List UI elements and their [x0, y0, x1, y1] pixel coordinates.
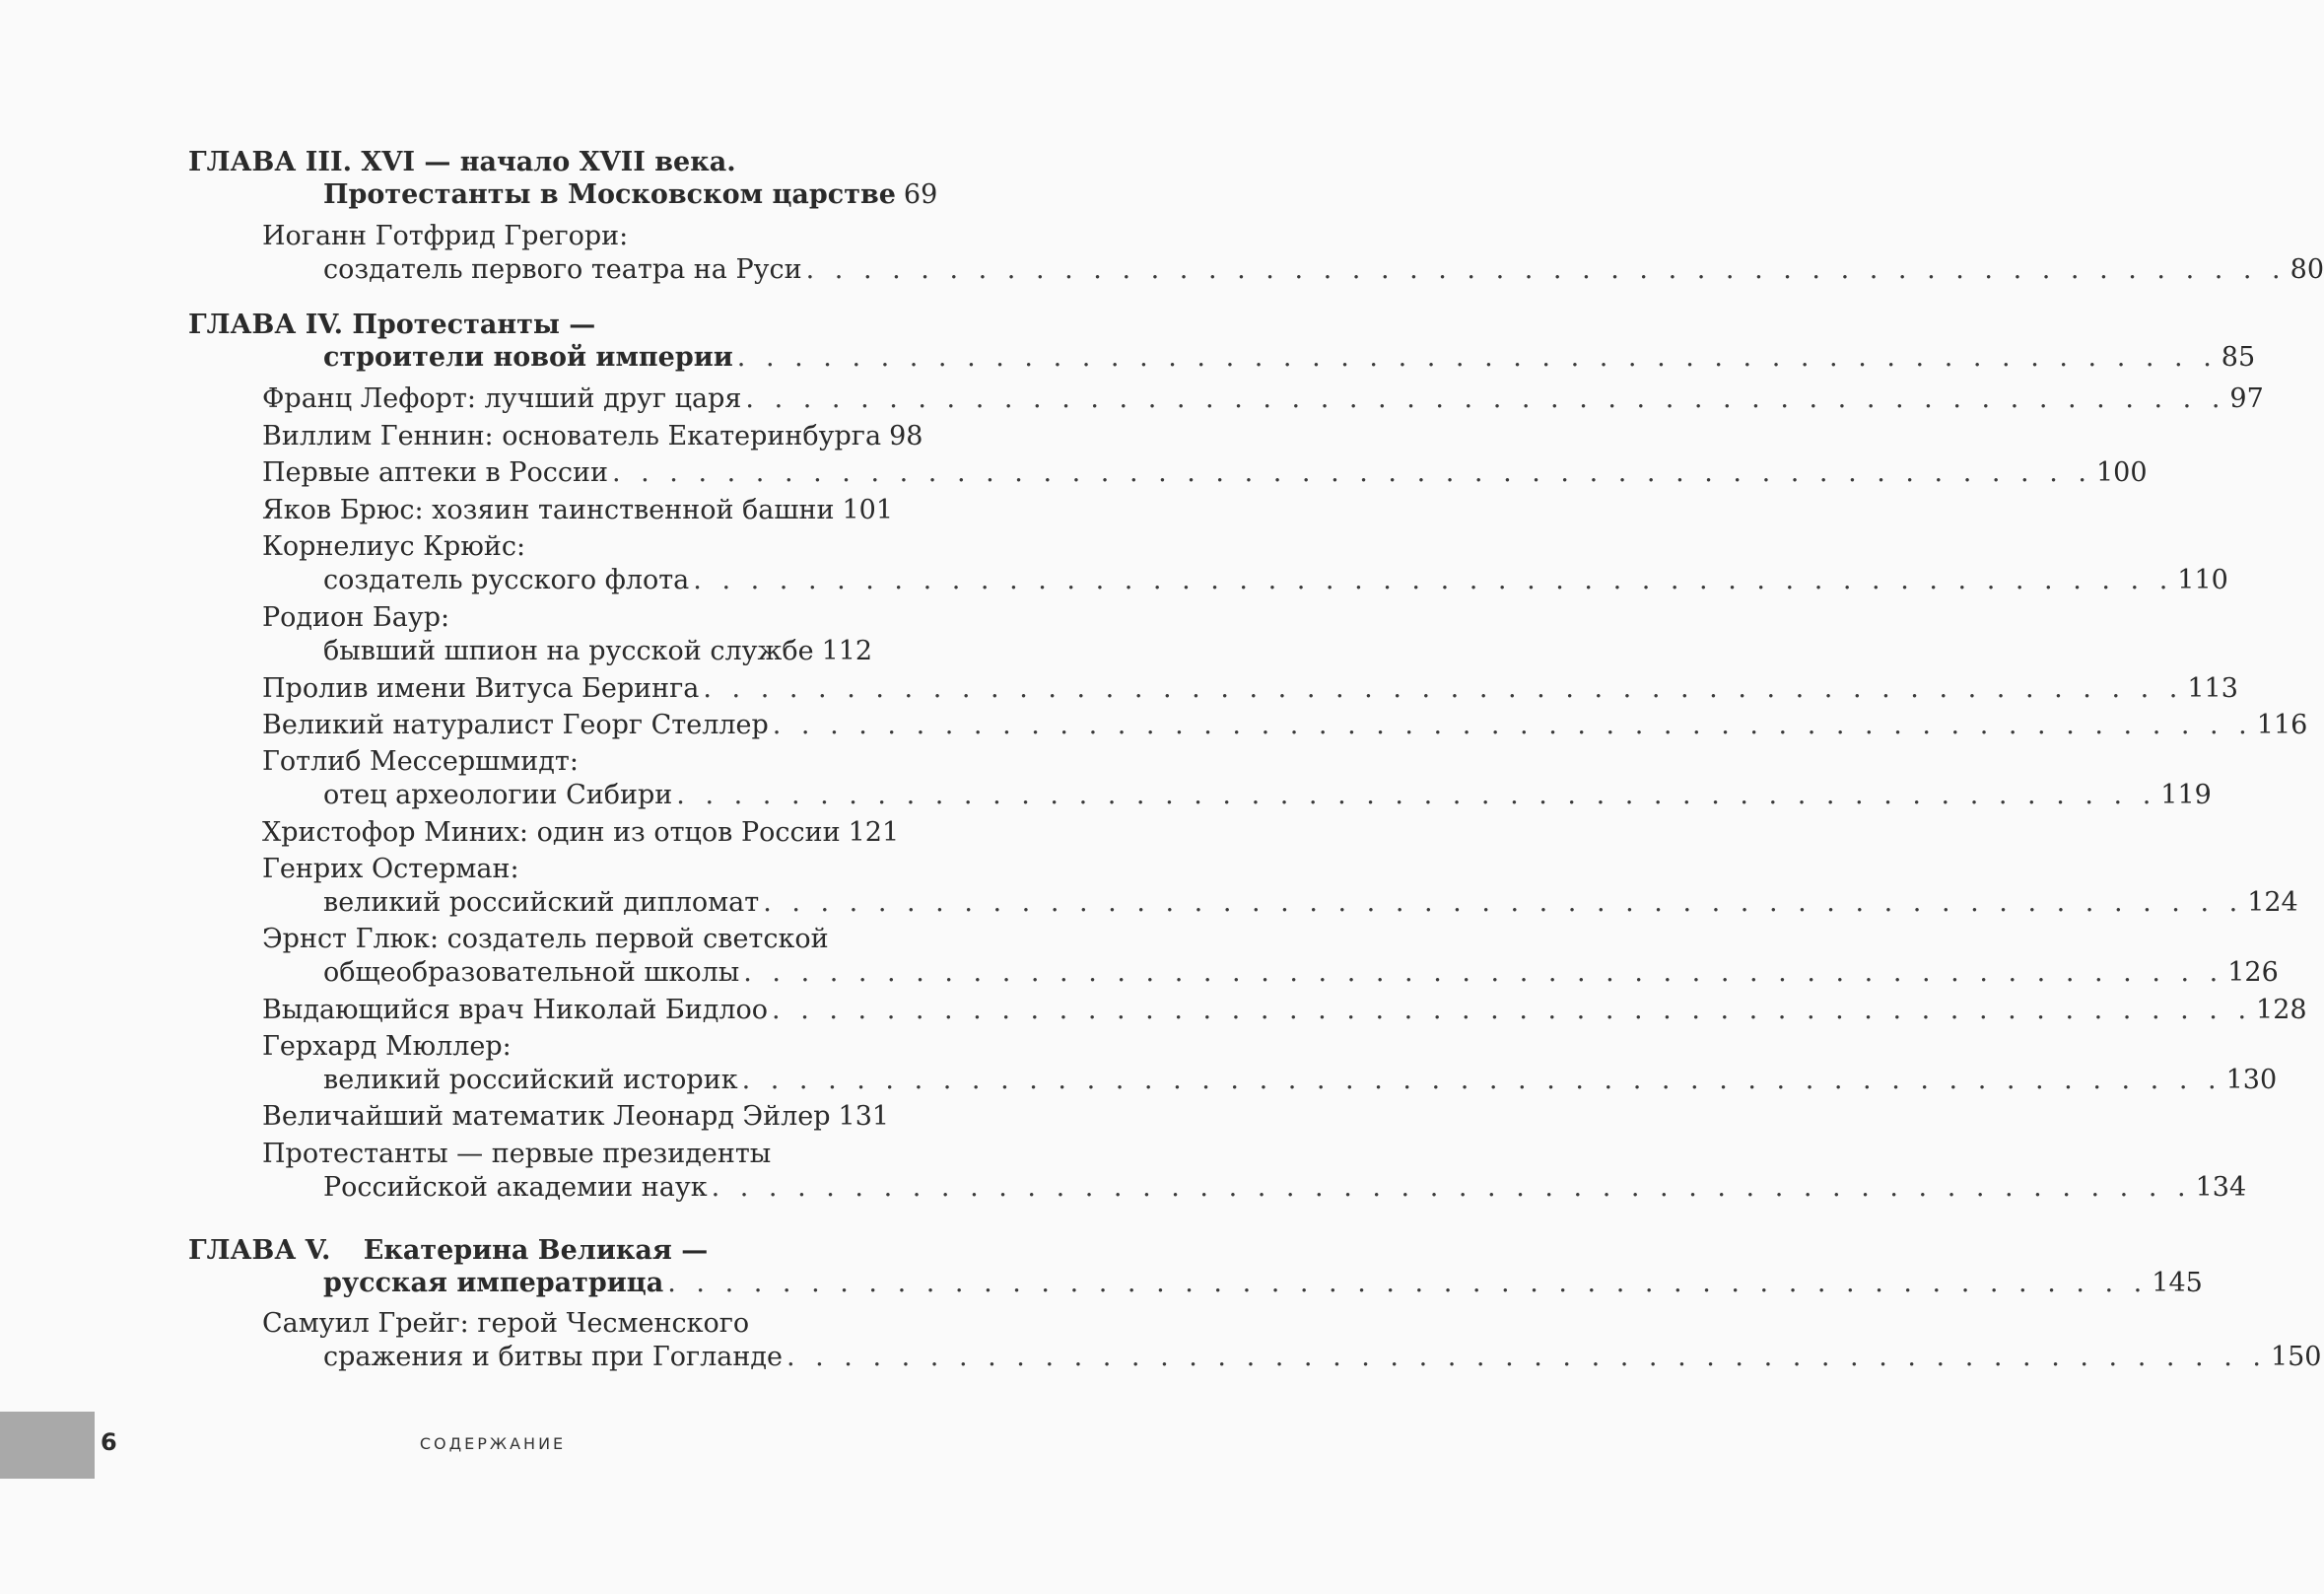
chapter-title-line1: Протестанты —: [352, 310, 596, 340]
toc-entry: [323, 1341, 2322, 1374]
toc-entry: [262, 494, 894, 527]
toc-entry: [262, 853, 519, 886]
leader-dots: . . . . . . . . . . . . . . . . . . . . . . . . . . . . . . . . . . . . . . . . . . . . . . . . . . . .: [763, 887, 2244, 918]
page-ref: 119: [2160, 780, 2212, 810]
toc-entry: [262, 709, 2308, 742]
toc-entry: [262, 420, 923, 453]
entry-line2: создатель русского флота: [323, 565, 690, 595]
toc-entry: [262, 994, 2307, 1027]
leader-dots: . . . . . . . . . . . . . . . . . . . . . . . . . . . . . . . . . . . . . . . . . . . . . . . . . . . .: [693, 565, 2174, 595]
toc-entry: [262, 1030, 512, 1064]
leader-dots: . . . . . . . . . . . . . . . . . . . . . . . . . . . . . . . . . . . . . . . . . . . . . . . . . . . .: [711, 1172, 2192, 1203]
toc-entry: [262, 1100, 890, 1134]
page-ref: 110: [2177, 565, 2228, 595]
entry-line1: Виллим Геннин: основатель Екатеринбурга: [262, 421, 882, 451]
chapter-label: ГЛАВА V.: [188, 1235, 331, 1266]
chapter-4-title: [323, 341, 2256, 375]
toc-entry: [323, 564, 2228, 597]
chapter-title-line2: строители новой империи: [323, 342, 733, 373]
entry-line1: Великий натуралист Георг Стеллер: [262, 710, 769, 740]
leader-dots: . . . . . . . . . . . . . . . . . . . . . . . . . . . . . . . . . . . . . . . . . . . . . . . . . . . .: [676, 780, 2157, 810]
page-ref: 134: [2195, 1172, 2247, 1203]
page-ref: 131: [838, 1101, 890, 1132]
entry-line1: Яков Брюс: хозяин таинственной башни: [262, 495, 835, 525]
chapter-4-label: [188, 309, 595, 342]
entry-line2: бывший шпион на русской службе: [323, 636, 814, 666]
page-ref: 130: [2225, 1065, 2278, 1095]
entry-line1: Готлиб Мессершмидт:: [262, 746, 579, 777]
chapter-title-line1: Екатерина Великая —: [363, 1235, 709, 1266]
toc-entry: [262, 456, 2148, 490]
toc-entry: [262, 601, 449, 635]
leader-dots: . . . . . . . . . . . . . . . . . . . . . . . . . . . . . . . . . . . . . . . . . . . . . . . . . . . .: [805, 254, 2287, 285]
chapter-3-label: [188, 146, 736, 179]
chapter-label: ГЛАВА III.: [188, 147, 353, 177]
toc-entry: [262, 1307, 749, 1341]
toc-entry: [262, 220, 628, 253]
page-ref: 85: [2221, 342, 2256, 373]
toc-entry: [323, 956, 2279, 990]
page-ref: 97: [2229, 383, 2264, 414]
page-ref: 113: [2187, 673, 2238, 704]
page-ref: 145: [2152, 1268, 2203, 1298]
leader-dots: . . . . . . . . . . . . . . . . . . . . . . . . . . . . . . . . . . . . . . . . . . . . . . . . . . . .: [611, 457, 2092, 488]
entry-line2: создатель первого театра на Руси: [323, 254, 802, 285]
chapter-label: ГЛАВА IV.: [188, 310, 343, 340]
entry-line1: Протестанты — первые президенты: [262, 1139, 772, 1169]
leader-dots: . . . . . . . . . . . . . . . . . . . . . . . . . . . . . . . . . . . . . . . . . . . . . . . . . . . .: [703, 673, 2184, 704]
page-ref: 98: [889, 421, 923, 451]
entry-line2: Российской академии наук: [323, 1172, 708, 1203]
toc-entry: [323, 1171, 2247, 1205]
page-ref: 150: [2270, 1342, 2322, 1372]
entry-line1: Выдающийся врач Николай Бидлоо: [262, 995, 769, 1025]
page-ref: 124: [2247, 887, 2298, 918]
entry-line1: Первые аптеки в России: [262, 457, 608, 488]
page-ref: 100: [2095, 457, 2148, 488]
entry-line2: общеобразовательной школы: [323, 957, 740, 988]
entry-line1: Пролив имени Витуса Беринга: [262, 673, 700, 704]
chapter-title-line2: русская императрица: [323, 1268, 664, 1298]
toc-entry: [323, 635, 873, 668]
toc-entry: [262, 923, 829, 956]
running-footer-title: СОДЕРЖАНИЕ: [419, 1434, 567, 1453]
entry-line1: Иоганн Готфрид Грегори:: [262, 221, 629, 251]
page-ref: 112: [821, 636, 873, 666]
toc-entry: [323, 1064, 2278, 1097]
chapter-5-label: [188, 1234, 708, 1268]
toc-entry: [262, 672, 2238, 706]
entry-line2: сражения и битвы при Гогланде: [323, 1342, 783, 1372]
entry-line1: Самуил Грейг: герой Чесменского: [262, 1308, 750, 1339]
toc-entry: [323, 253, 2324, 287]
page-ref: 69: [903, 179, 938, 210]
leader-dots: . . . . . . . . . . . . . . . . . . . . . . . . . . . . . . . . . . . . . . . . . . . . . . . . . . . .: [786, 1342, 2267, 1372]
leader-dots: . . . . . . . . . . . . . . . . . . . . . . . . . . . . . . . . . . . . . . . . . . . . . . . . . . . .: [772, 995, 2253, 1025]
entry-line1: Величайший математик Леонард Эйлер: [262, 1101, 831, 1132]
toc-entry: [262, 1138, 771, 1171]
chapter-3-title: [323, 178, 938, 212]
entry-line2: отец археологии Сибири: [323, 780, 673, 810]
leader-dots: . . . . . . . . . . . . . . . . . . . . . . . . . . . . . . . . . . . . . . . . . . . . . . . . . . . .: [772, 710, 2253, 740]
toc-entry: [262, 382, 2264, 416]
entry-line1: Родион Баур:: [262, 602, 450, 633]
chapter-5-title: [323, 1267, 2203, 1300]
entry-line1: Герхард Мюллер:: [262, 1031, 512, 1062]
leader-dots: . . . . . . . . . . . . . . . . . . . . . . . . . . . . . . . . . . . . . . . . . . . . . . . . . . . .: [745, 383, 2226, 414]
entry-line1: Эрнст Глюк: создатель первой светской: [262, 924, 829, 954]
page-ref: 121: [848, 817, 900, 848]
entry-line2: великий российский историк: [323, 1065, 738, 1095]
entry-line1: Корнелиус Крюйс:: [262, 531, 526, 562]
entry-line1: Христофор Миних: один из отцов России: [262, 817, 841, 848]
entry-line1: Франц Лефорт: лучший друг царя: [262, 383, 742, 414]
entry-line1: Генрих Остерман:: [262, 854, 519, 884]
toc-entry: [323, 886, 2298, 920]
toc-entry: [262, 530, 525, 564]
chapter-title-line2: Протестанты в Московском царстве: [323, 179, 896, 210]
page-number: 6: [101, 1428, 117, 1456]
toc-entry: [323, 779, 2212, 812]
page-ref: 101: [842, 495, 894, 525]
leader-dots: . . . . . . . . . . . . . . . . . . . . . . . . . . . . . . . . . . . . . . . . . . . . . . . . . . . .: [741, 1065, 2222, 1095]
toc-entry: [262, 745, 579, 779]
entry-line2: великий российский дипломат: [323, 887, 760, 918]
chapter-title-line1: XVI — начало XVII века.: [361, 147, 736, 177]
page-ref: 128: [2256, 995, 2307, 1025]
leader-dots: . . . . . . . . . . . . . . . . . . . . . . . . . . . . . . . . . . . . . . . . . . . . . . . . . . . .: [667, 1268, 2149, 1298]
page-ref: 80: [2290, 254, 2324, 285]
toc-entry: [262, 816, 900, 850]
leader-dots: . . . . . . . . . . . . . . . . . . . . . . . . . . . . . . . . . . . . . . . . . . . . . . . . . . . .: [743, 957, 2224, 988]
page-ref: 116: [2256, 710, 2308, 740]
leader-dots: . . . . . . . . . . . . . . . . . . . . . . . . . . . . . . . . . . . . . . . . . . . . . . . . . . . .: [736, 342, 2218, 373]
page-ref: 126: [2227, 957, 2279, 988]
